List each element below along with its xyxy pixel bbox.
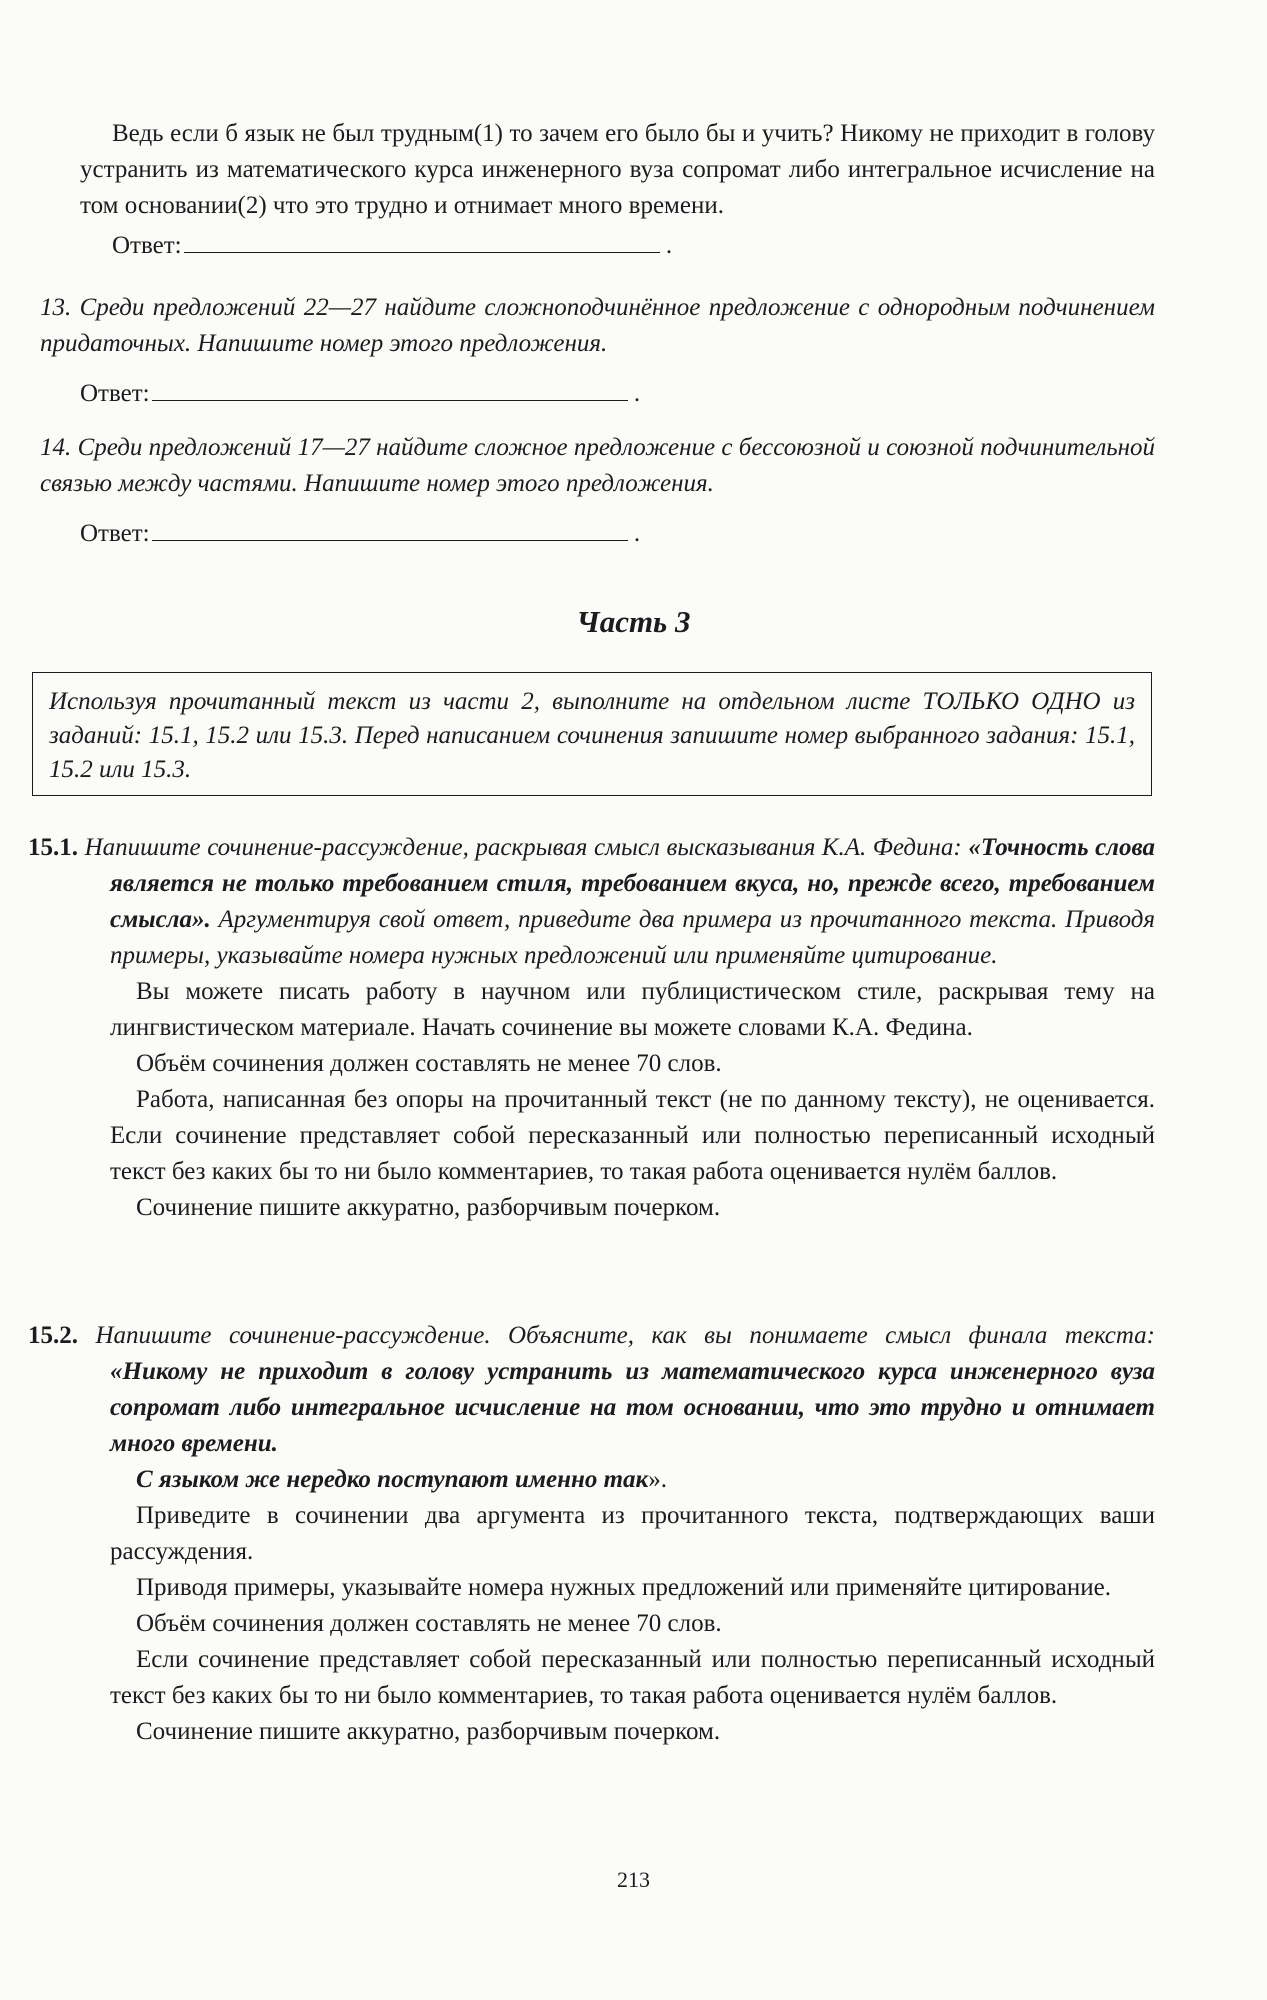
part-3-instructions-box [32, 672, 1152, 796]
question-13-text: 13. Среди предложений 22—27 найдите сложноподчинённое предложение с однородным подчинением придаточных. Напишите номер этого предложения. [40, 294, 1156, 357]
answer-label: Ответ: [80, 520, 150, 547]
task-15-1 [28, 830, 1155, 1226]
answer-blank[interactable] [152, 514, 628, 541]
intro-text: Ведь если б язык не был трудным(1) то зачем его было бы и учить? Никому не приходит в голову устранить из математического курса инженерного вуза сопромат либо интегральное исчисление на том основании(2) что это трудно и отнимает много времени. [80, 120, 1155, 219]
answer-label: Ответ: [80, 380, 150, 407]
answer-label: Ответ: [112, 232, 182, 259]
task-15-2-quote-end: С языком же нередко поступают именно так». [136, 1466, 667, 1493]
answer-blank[interactable] [152, 374, 628, 401]
task-15-2-paragraph-5: Сочинение пишите аккуратно, разборчивым почерком. [136, 1718, 721, 1745]
task-15-2-number: 15.2. [28, 1322, 78, 1349]
task-15-2-paragraph-4: Если сочинение представляет собой пересказанный или полностью переписанный исходный текст без каких бы то ни было комментариев, то такая работа оценивается нулём баллов. [110, 1646, 1155, 1709]
question-13 [40, 290, 1155, 412]
task-15-1-paragraph-2: Объём сочинения должен составлять не менее 70 слов. [136, 1050, 722, 1077]
task-15-2-paragraph-3: Объём сочинения должен составлять не менее 70 слов. [136, 1610, 722, 1637]
question-13-number: 13. [40, 294, 72, 321]
task-15-1-number: 15.1. [28, 834, 78, 861]
task-15-2 [28, 1318, 1155, 1750]
task-15-2-paragraph-2: Приводя примеры, указывайте номера нужных предложений или применяйте цитирование. [136, 1574, 1112, 1601]
question-14-text: 14. Среди предложений 17—27 найдите сложное предложение с бессоюзной и союзной подчинительной связью между частями. Напишите номер этого предложения. [40, 434, 1156, 497]
answer-line-14: Ответ: . [40, 514, 1155, 552]
question-14-number: 14. [40, 434, 72, 461]
task-15-1-paragraph-3: Работа, написанная без опоры на прочитанный текст (не по данному тексту), не оценивается. Если сочинение представляет собой пересказанный или полностью переписанный исходный текст без каких бы то ни было комментариев, то такая работа оценивается нулём баллов. [110, 1086, 1155, 1185]
task-15-2-statement: 15.2. Напишите сочинение-рассуждение. Объясните, как вы понимаете смысл финала текста: «Никому не приходит в голову устранить из математического курса инженерного вуза сопромат либо интегральное исчисление на том основании, что это трудно и отнимает много времени. [28, 1322, 1155, 1457]
answer-line-13: Ответ: . [40, 374, 1155, 412]
task-15-1-paragraph-1: Вы можете писать работу в научном или публицистическом стиле, раскрывая тему на лингвистическом материале. Начать сочинение вы можете словами К.А. Федина. [110, 978, 1155, 1041]
part-3-instructions: Используя прочитанный текст из части 2, выполните на отдельном листе ТОЛЬКО ОДНО из заданий: 15.1, 15.2 или 15.3. Перед написанием сочинения запишите номер выбранного задания: 15.1, 15.2 или 15.3. [49, 688, 1135, 783]
task-15-2-paragraph-1: Приведите в сочинении два аргумента из прочитанного текста, подтверждающих ваши рассуждения. [110, 1502, 1155, 1565]
answer-blank[interactable] [184, 226, 660, 253]
intro-block [80, 116, 1155, 264]
part-3-title: Часть 3 [576, 604, 691, 639]
task-15-1-paragraph-4: Сочинение пишите аккуратно, разборчивым почерком. [136, 1194, 721, 1221]
page-number: 213 [617, 1867, 650, 1892]
task-15-2-quote: «Никому не приходит в голову устранить из математического курса инженерного вуза сопромат либо интегральное исчисление на том основании, что это трудно и отнимает много времени. [110, 1358, 1155, 1457]
task-15-1-statement: 15.1. Напишите сочинение-рассуждение, раскрывая смысл высказывания К.А. Федина: «Точность слова является не только требованием стиля, требованием вкуса, но, прежде всего, требованием смысла». Аргументируя свой ответ, приведите два примера из прочитанного текста. Приводя примеры, указывайте номера нужных предложений или применяйте цитирование. [28, 834, 1156, 969]
question-14 [40, 430, 1155, 552]
task-15-1-quote: «Точность слова является не только требованием стиля, требованием вкуса, но, прежде всего, требованием смысла». [110, 834, 1155, 933]
answer-line-12: Ответ: . [80, 226, 1155, 264]
